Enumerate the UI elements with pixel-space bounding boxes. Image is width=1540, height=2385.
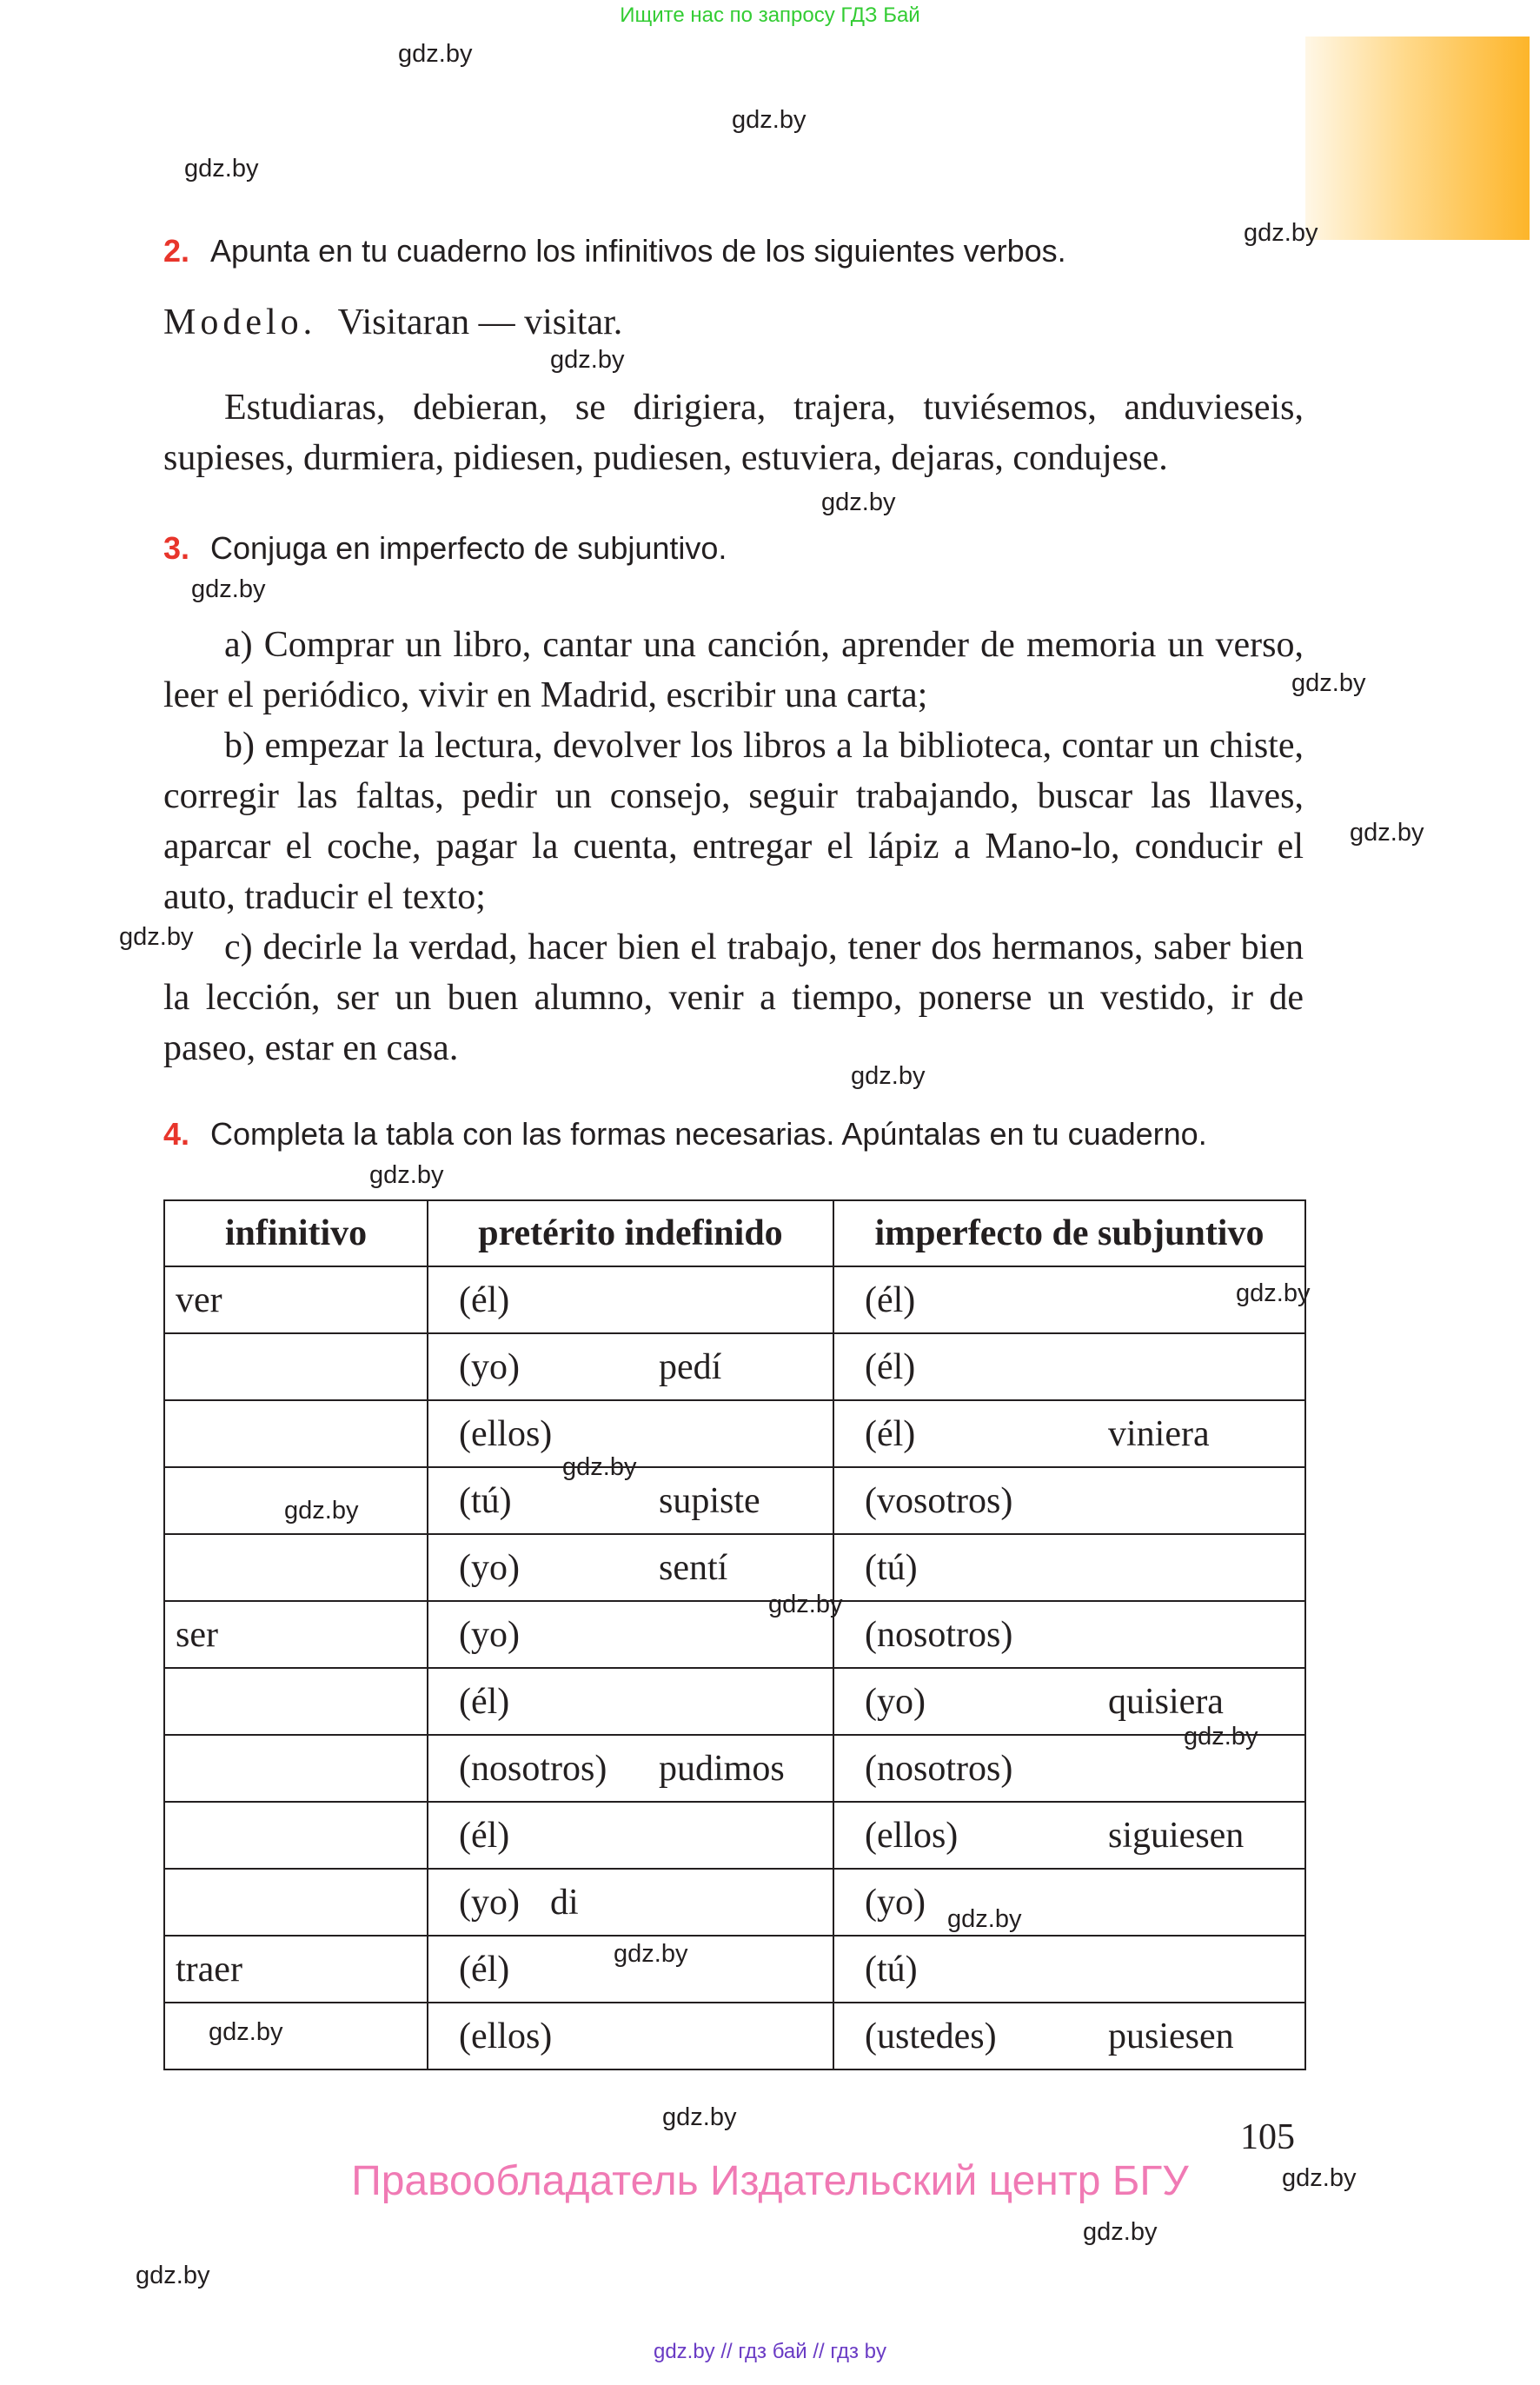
pronoun: (él): [865, 1413, 916, 1454]
cell-infinitivo: [164, 1333, 428, 1400]
pronoun: (tú): [865, 1547, 918, 1588]
watermark: gdz.by: [562, 1453, 637, 1481]
exercise-2-body: [163, 382, 1304, 483]
cell-infinitivo: [164, 2003, 428, 2069]
top-banner[interactable]: Ищите нас по запросу ГДЗ Бай: [620, 3, 920, 27]
watermark: gdz.by: [369, 1161, 444, 1189]
infinitive-value: [165, 1414, 176, 1454]
pronoun: (yo): [865, 1681, 926, 1722]
watermark: gdz.by: [1350, 819, 1424, 847]
verb-list: Estudiaras, debieran, se dirigiera, trajera, tuviésemos, anduvieseis, supieses, durmiera, pidiesen, pudiesen, estuviera, dejaras, condujese.: [163, 388, 1304, 478]
cell-preterito: [428, 1735, 833, 1802]
table-row: [164, 1333, 1305, 1400]
verb-form: siguiesen: [1108, 1815, 1245, 1856]
cell-imperfecto: [833, 1534, 1305, 1601]
cell-imperfecto: [833, 1400, 1305, 1467]
verb-form: quisiera: [1108, 1681, 1224, 1722]
header-imperfecto: imperfecto de subjuntivo: [833, 1200, 1305, 1266]
pronoun: (yo): [459, 1882, 520, 1923]
cell-infinitivo: [164, 1400, 428, 1467]
watermark: gdz.by: [136, 2262, 210, 2289]
watermark: gdz.by: [550, 346, 625, 374]
table-row: [164, 1601, 1305, 1668]
pronoun: (nosotros): [865, 1614, 1013, 1655]
infinitive-value: [165, 1481, 176, 1521]
watermark: gdz.by: [209, 2018, 283, 2046]
infinitive-value: traer: [176, 1949, 242, 1990]
cell-imperfecto: [833, 1936, 1305, 2003]
exercise-instruction: Apunta en tu cuaderno los infinitivos de los siguientes verbos.: [210, 233, 1066, 269]
table-row: [164, 1668, 1305, 1735]
watermark: gdz.by: [732, 106, 807, 134]
pronoun: (él): [459, 1949, 510, 1990]
exercise-3-heading: [163, 530, 727, 567]
verb-form: pusiesen: [1108, 2016, 1234, 2056]
cell-preterito: [428, 1869, 833, 1936]
watermark: gdz.by: [398, 40, 473, 68]
table-body: [164, 1266, 1305, 2069]
watermark: gdz.by: [1291, 669, 1366, 697]
infinitive-value: [165, 1749, 176, 1789]
infinitive-value: [165, 1682, 176, 1722]
cell-infinitivo: [164, 1735, 428, 1802]
item-a: a) Comprar un libro, cantar una canción, aprender de memoria un verso, leer el periódico, vivir en Madrid, escribir una carta;: [163, 625, 1304, 715]
cell-infinitivo: [164, 1266, 428, 1333]
infinitive-value: [165, 1548, 176, 1588]
exercise-4-heading: [163, 1116, 1207, 1153]
watermark: gdz.by: [662, 2103, 737, 2131]
exercise-number: 2.: [163, 233, 190, 269]
infinitive-value: [165, 1883, 176, 1923]
pronoun: (nosotros): [865, 1748, 1013, 1789]
watermark: gdz.by: [851, 1062, 926, 1090]
copyright-notice: Правообладатель Издательский центр БГУ: [351, 2158, 1189, 2204]
cell-imperfecto: [833, 2003, 1305, 2069]
exercise-instruction: Completa la tabla con las formas necesarias. Apúntalas en tu cuaderno.: [210, 1116, 1207, 1152]
table-row: [164, 1534, 1305, 1601]
cell-preterito: [428, 1668, 833, 1735]
verb-form: pudimos: [659, 1748, 785, 1789]
cell-preterito: [428, 2003, 833, 2069]
table-row: [164, 1936, 1305, 2003]
pronoun: (él): [459, 1681, 510, 1722]
cell-preterito: [428, 1802, 833, 1869]
model-text: Visitaran — visitar.: [337, 302, 623, 342]
pronoun: (ellos): [459, 1413, 553, 1454]
watermark: gdz.by: [1236, 1279, 1311, 1307]
pronoun: (él): [865, 1279, 916, 1320]
item-b: b) empezar la lectura, devolver los libros a la biblioteca, contar un chiste, corregir las faltas, pedir un consejo, seguir trabajando, buscar las llaves, aparcar el coche, pagar la cuenta, entregar el lápiz a Mano-lo, conducir el auto, traducir el texto;: [163, 726, 1304, 917]
exercise-3-body: [163, 620, 1304, 1073]
watermark: gdz.by: [821, 488, 896, 516]
cell-imperfecto: [833, 1601, 1305, 1668]
item-c: c) decirle la verdad, hacer bien el trabajo, tener dos hermanos, saber bien la lección, ser un buen alumno, venir a tiempo, ponerse un vestido, ir de paseo, estar en casa.: [163, 927, 1304, 1068]
footer-links[interactable]: gdz.by // гдз бай // гдз by: [653, 2340, 887, 2363]
header-preterito: pretérito indefinido: [428, 1200, 833, 1266]
cell-infinitivo: [164, 1534, 428, 1601]
pronoun: (tú): [865, 1949, 918, 1990]
cell-infinitivo: [164, 1869, 428, 1936]
table-row: [164, 1266, 1305, 1333]
pronoun: (yo): [865, 1882, 926, 1923]
cell-preterito: [428, 1333, 833, 1400]
table-row: [164, 1802, 1305, 1869]
exercise-number: 3.: [163, 530, 190, 566]
cell-preterito: [428, 1266, 833, 1333]
watermark: gdz.by: [1083, 2218, 1158, 2246]
infinitive-value: [165, 1816, 176, 1856]
verb-table: [163, 1199, 1306, 2070]
model-label: Modelo.: [163, 302, 317, 342]
watermark: gdz.by: [284, 1497, 359, 1525]
cell-imperfecto: [833, 1467, 1305, 1534]
corner-decoration: [1305, 37, 1530, 240]
pronoun: (yo): [459, 1547, 520, 1588]
cell-infinitivo: [164, 1601, 428, 1668]
watermark: gdz.by: [947, 1905, 1022, 1933]
verb-form: supiste: [659, 1480, 760, 1521]
verb-form: pedí: [659, 1346, 722, 1387]
cell-imperfecto: [833, 1869, 1305, 1936]
pronoun: (nosotros): [459, 1748, 607, 1789]
infinitive-value: [165, 2016, 176, 2056]
cell-imperfecto: [833, 1333, 1305, 1400]
pronoun: (yo): [459, 1614, 520, 1655]
pronoun: (tú): [459, 1480, 512, 1521]
pronoun: (ustedes): [865, 2016, 997, 2056]
infinitive-value: [165, 1347, 176, 1387]
watermark: gdz.by: [1184, 1723, 1258, 1751]
table-row: [164, 2003, 1305, 2069]
watermark: gdz.by: [191, 575, 266, 603]
table-header-row: [164, 1200, 1305, 1266]
model-line: [163, 297, 622, 348]
verb-form: sentí: [659, 1547, 728, 1588]
pronoun: (él): [865, 1346, 916, 1387]
pronoun: (ellos): [459, 2016, 553, 2056]
cell-imperfecto: [833, 1266, 1305, 1333]
table-row: [164, 1869, 1305, 1936]
watermark: gdz.by: [119, 923, 194, 951]
header-infinitivo: infinitivo: [164, 1200, 428, 1266]
watermark: gdz.by: [184, 155, 259, 183]
exercise-instruction: Conjuga en imperfecto de subjuntivo.: [210, 530, 727, 566]
exercise-2-heading: [163, 233, 1066, 269]
cell-infinitivo: [164, 1936, 428, 2003]
cell-infinitivo: [164, 1802, 428, 1869]
verb-form: viniera: [1108, 1413, 1210, 1454]
watermark: gdz.by: [1282, 2164, 1357, 2192]
watermark: gdz.by: [614, 1940, 688, 1968]
watermark: gdz.by: [768, 1591, 843, 1618]
exercise-number: 4.: [163, 1116, 190, 1152]
cell-imperfecto: [833, 1802, 1305, 1869]
watermark: gdz.by: [1244, 219, 1318, 247]
pronoun: (yo): [459, 1346, 520, 1387]
table-row: [164, 1735, 1305, 1802]
cell-infinitivo: [164, 1668, 428, 1735]
infinitive-value: ser: [176, 1614, 218, 1655]
table-row: [164, 1400, 1305, 1467]
pronoun: (él): [459, 1815, 510, 1856]
pronoun: (vosotros): [865, 1480, 1013, 1521]
infinitive-value: ver: [176, 1279, 222, 1320]
verb-form: di: [550, 1882, 579, 1923]
page-number: 105: [1240, 2117, 1295, 2157]
pronoun: (él): [459, 1279, 510, 1320]
pronoun: (ellos): [865, 1815, 959, 1856]
